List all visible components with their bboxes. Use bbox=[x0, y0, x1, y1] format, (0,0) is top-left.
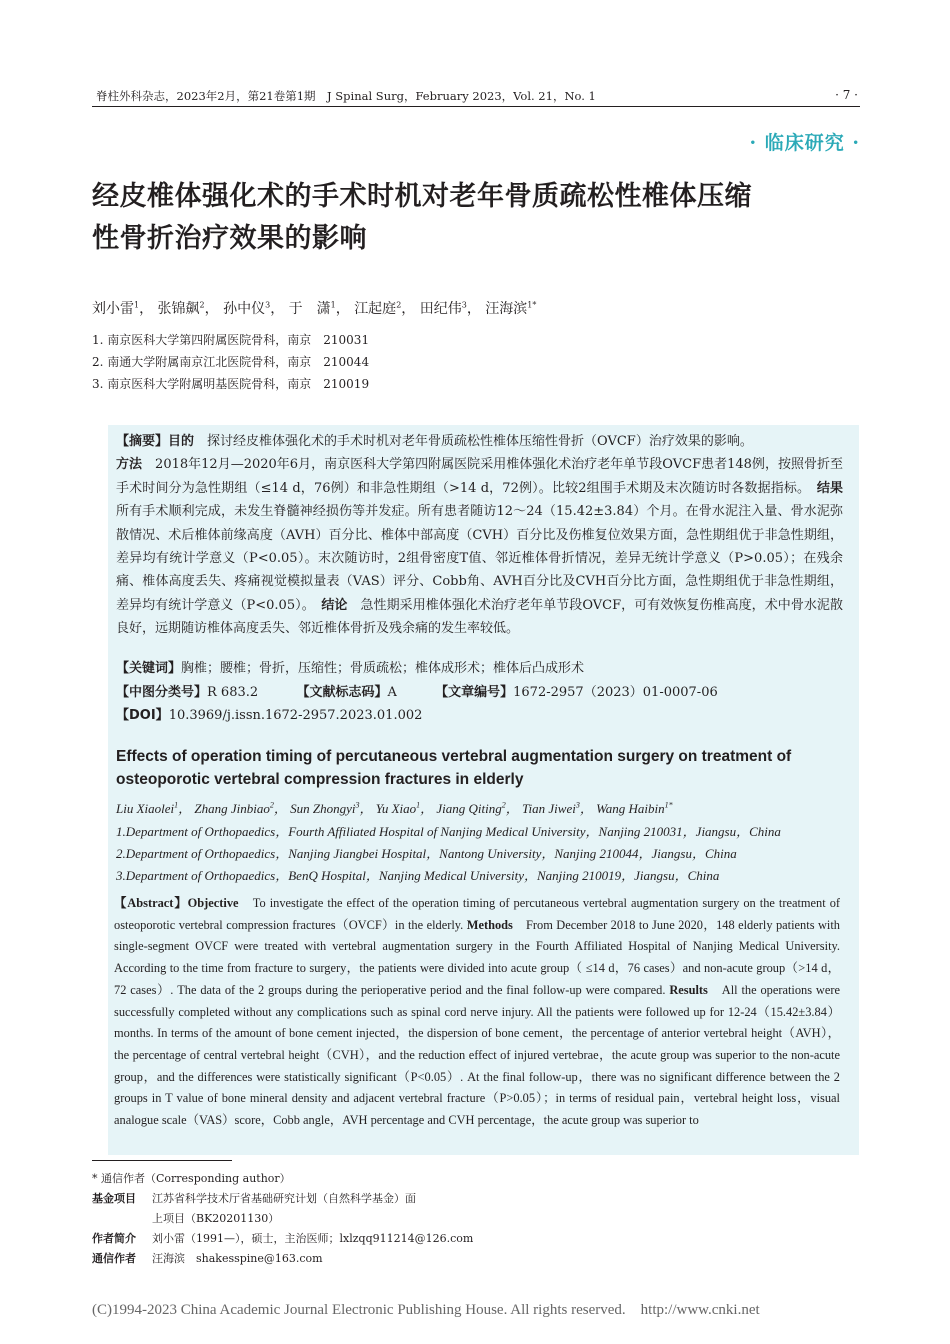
clc-label: 【中图分类号】 bbox=[116, 685, 208, 700]
author: 孙中仪$^3$ bbox=[223, 300, 271, 317]
chinese-abstract bbox=[116, 430, 843, 641]
abstract-results: 所有手术顺利完成，未发生脊髓神经损伤等并发症。所有患者随访12～24（15.42±3.84）个月。在骨水泥注入量、骨水泥弥散情况、术后椎体前缘高度（AVH）百分比、椎体中部高度（CVH）百分比及伤椎复位效果方面，急性期组优于非急性期组，差异均有统计学意义（P<0.05）。末次随访时，2组骨密度T值、邻近椎体骨折情况，差异无统计学意义（P>0.05）；在残余痛、椎体高度丢失、疼痛视觉模拟量表（VAS）评分、Cobb角、AVH百分比及CVH百分比方面，急性期组优于非急性期组，差异均有统计学意义（P<0.05）。 bbox=[116, 504, 843, 613]
en-author: Jiang Qiting$^2$ bbox=[436, 800, 506, 816]
doc-code-label: 【文献标志码】 bbox=[296, 685, 388, 700]
copyright-line: (C)1994-2023 China Academic Journal Electronic Publishing House. All rights reserved. http://www.cnki.net bbox=[92, 1302, 760, 1318]
article-title bbox=[92, 176, 872, 260]
en-author: Tian Jiwei$^3$ bbox=[522, 800, 580, 816]
en-abstract-methods: From December 2018 to June 2020，148 elderly patients with single-segment OVCF were treated with vertebral augmentation surgery in the Fourth Affiliated Hospital of Nanjing Medical University. According to the time from fracture to surgery，the patients were divided into acute group（ ≤14 d，76 cases）and non-acute group（>14 d，72 cases）. The data of the 2 groups during the perioperative period and the final follow-up were compared. bbox=[114, 917, 840, 997]
corr-label: 通信作者 bbox=[92, 1252, 136, 1265]
title-line-1: 经皮椎体强化术的手术时机对老年骨质疏松性椎体压缩 bbox=[92, 181, 752, 212]
keywords-text: 胸椎；腰椎；骨折，压缩性；骨质疏松；椎体成形术；椎体后凸成形术 bbox=[181, 661, 585, 676]
article-number-label: 【文章编号】 bbox=[435, 685, 514, 700]
author-bio-note bbox=[92, 1230, 474, 1246]
english-title-line-2: osteoporotic vertebral compression fractures in elderly bbox=[116, 771, 524, 788]
classification bbox=[116, 681, 718, 700]
english-title bbox=[116, 745, 841, 791]
fund-label: 基金项目 bbox=[92, 1192, 136, 1205]
fund-note bbox=[92, 1190, 416, 1206]
keywords bbox=[116, 657, 584, 676]
en-methods-label: Methods bbox=[466, 917, 513, 932]
en-author: Sun Zhongyi$^3$ bbox=[290, 800, 360, 816]
author: 江起庭$^2$ bbox=[354, 300, 402, 317]
affiliation-1: 1. 南京医科大学第四附属医院骨科，南京 210031 bbox=[92, 333, 370, 347]
english-affiliation-1: 1.Department of Orthopaedics，Fourth Affiliated Hospital of Nanjing Medical University，Nanjing 210031，Jiangsu，China bbox=[116, 824, 781, 839]
en-abstract-objective: To investigate the effect of the operation timing of percutaneous vertebral augmentation surgery on the treatment of osteoporotic vertebral compression fractures（OVCF）in the elderly. bbox=[114, 896, 841, 932]
corresponding-note: * 通信作者（Corresponding author） bbox=[92, 1172, 291, 1185]
en-author: Yu Xiao$^1$ bbox=[375, 800, 421, 816]
en-author: Wang Haibin$^{1*}$ bbox=[596, 800, 673, 816]
bio-label: 作者简介 bbox=[92, 1232, 136, 1245]
fund-text-1: 江苏省科学技术厅省基础研究计划（自然科学基金）面 bbox=[152, 1192, 416, 1205]
bio-text: 刘小雷（1991—），硕士，主治医师；lxlzqq911214@126.com bbox=[152, 1232, 474, 1245]
abstract-label: 【摘要】目的 bbox=[116, 434, 195, 449]
en-abstract-results: All the operations were successfully completed without any complications such as spinal cord nerve injury. All the patients were followed up for 12-24（15.42±3.84）months. In terms of the amount of bone cement injected，the dispersion of bone cement，the percentage of anterior vertebral height（AVH），the percentage of central vertebral height（CVH），and the reduction effect of injured vertebrae，the acute group was superior to the non-acute group，and the differences were statistically significant（P<0.05）. At the final follow-up，there was no significant difference between the 2 groups in T value of bone mineral density and adjacent vertebral fracture（P>0.05）；in terms of residual pain，vertebral height loss，visual analogue scale（VAS）score，Cobb angle，AVH percentage and CVH percentage，the acute group was superior to bbox=[114, 982, 840, 1128]
keywords-label: 【关键词】 bbox=[116, 661, 182, 676]
en-results-label: Results bbox=[669, 982, 708, 997]
affiliation-2: 2. 南通大学附属南京江北医院骨科，南京 210044 bbox=[92, 355, 370, 369]
author: 汪海滨$^{1*}$ bbox=[485, 300, 537, 317]
en-author: Liu Xiaolei$^1$ bbox=[116, 800, 179, 816]
en-author: Zhang Jinbiao$^2$ bbox=[194, 800, 274, 816]
methods-label: 方法 bbox=[116, 457, 143, 473]
english-affiliation-3: 3.Department of Orthopaedics，BenQ Hospital，Nanjing Medical University，Nanjing 210019，Jiangsu，China bbox=[116, 868, 720, 883]
author: 田纪伟$^3$ bbox=[419, 300, 467, 317]
doi-label: 【DOI】 bbox=[116, 708, 169, 723]
english-abstract bbox=[114, 893, 840, 1132]
author: 于 潇$^1$ bbox=[288, 300, 336, 317]
affiliation-3: 3. 南京医科大学附属明基医院骨科，南京 210019 bbox=[92, 377, 370, 391]
author: 刘小雷$^1$ bbox=[92, 300, 140, 317]
doi bbox=[116, 704, 422, 723]
author: 张锦飙$^2$ bbox=[157, 300, 205, 317]
abstract-methods: 2018年12月—2020年6月，南京医科大学第四附属医院采用椎体强化术治疗老年单节段OVCF患者148例，按照骨折至手术时间分为急性期组（≤14 d，76例）和非急性期组（>14 d，72例）。比较2组围手术期及末次随访时各数据指标。 bbox=[116, 457, 843, 496]
header-rule bbox=[92, 106, 860, 107]
section-label: · 临床研究 · bbox=[749, 132, 860, 154]
footnote-rule bbox=[92, 1160, 232, 1161]
english-title-line-1: Effects of operation timing of percutaneous vertebral augmentation surgery on treatment of bbox=[116, 748, 792, 765]
corresponding-author-note bbox=[92, 1250, 323, 1266]
en-abstract-label: 【Abstract】Objective bbox=[114, 896, 239, 910]
author-list: 刘小雷$^1$， 张锦飙$^2$， 孙中仪$^3$， 于 潇$^1$， 江起庭$^2$， 田纪伟$^3$， 汪海滨$^{1*}$ bbox=[92, 300, 537, 317]
conclusion-label: 结论 bbox=[321, 597, 348, 613]
clc-value: R 683.2 bbox=[207, 685, 259, 700]
results-label: 结果 bbox=[816, 480, 843, 496]
running-head: 脊柱外科杂志，2023年2月，第21卷第1期 J Spinal Surg，February 2023，Vol. 21，No. 1 bbox=[96, 89, 596, 103]
fund-text-2: 上项目（BK20201130） bbox=[152, 1212, 280, 1225]
abstract-objective: 探讨经皮椎体强化术的手术时机对老年骨质疏松性椎体压缩性骨折（OVCF）治疗效果的影响。 bbox=[207, 434, 753, 449]
doi-value: 10.3969/j.issn.1672-2957.2023.01.002 bbox=[168, 708, 423, 723]
english-author-list: Liu Xiaolei$^1$， Zhang Jinbiao$^2$， Sun Zhongyi$^3$， Yu Xiao$^1$， Jiang Qiting$^2$， Tian Jiwei$^3$， Wang Haibin$^{1*}$ bbox=[116, 800, 673, 816]
abstract-conclusion: 急性期采用椎体强化术治疗老年单节段OVCF，可有效恢复伤椎高度，术中骨水泥散良好，远期随访椎体高度丢失、邻近椎体骨折及残余痛的发生率较低。 bbox=[116, 597, 843, 637]
article-number-value: 1672-2957（2023）01-0007-06 bbox=[513, 685, 718, 700]
page-number: · 7 · bbox=[835, 88, 858, 102]
english-affiliation-2: 2.Department of Orthopaedics，Nanjing Jiangbei Hospital，Nantong University，Nanjing 210044，Jiangsu，China bbox=[116, 846, 737, 861]
title-line-2: 性骨折治疗效果的影响 bbox=[92, 223, 367, 254]
doc-code-value: A bbox=[387, 685, 397, 700]
corr-text: 汪海滨 shakesspine@163.com bbox=[152, 1252, 323, 1265]
